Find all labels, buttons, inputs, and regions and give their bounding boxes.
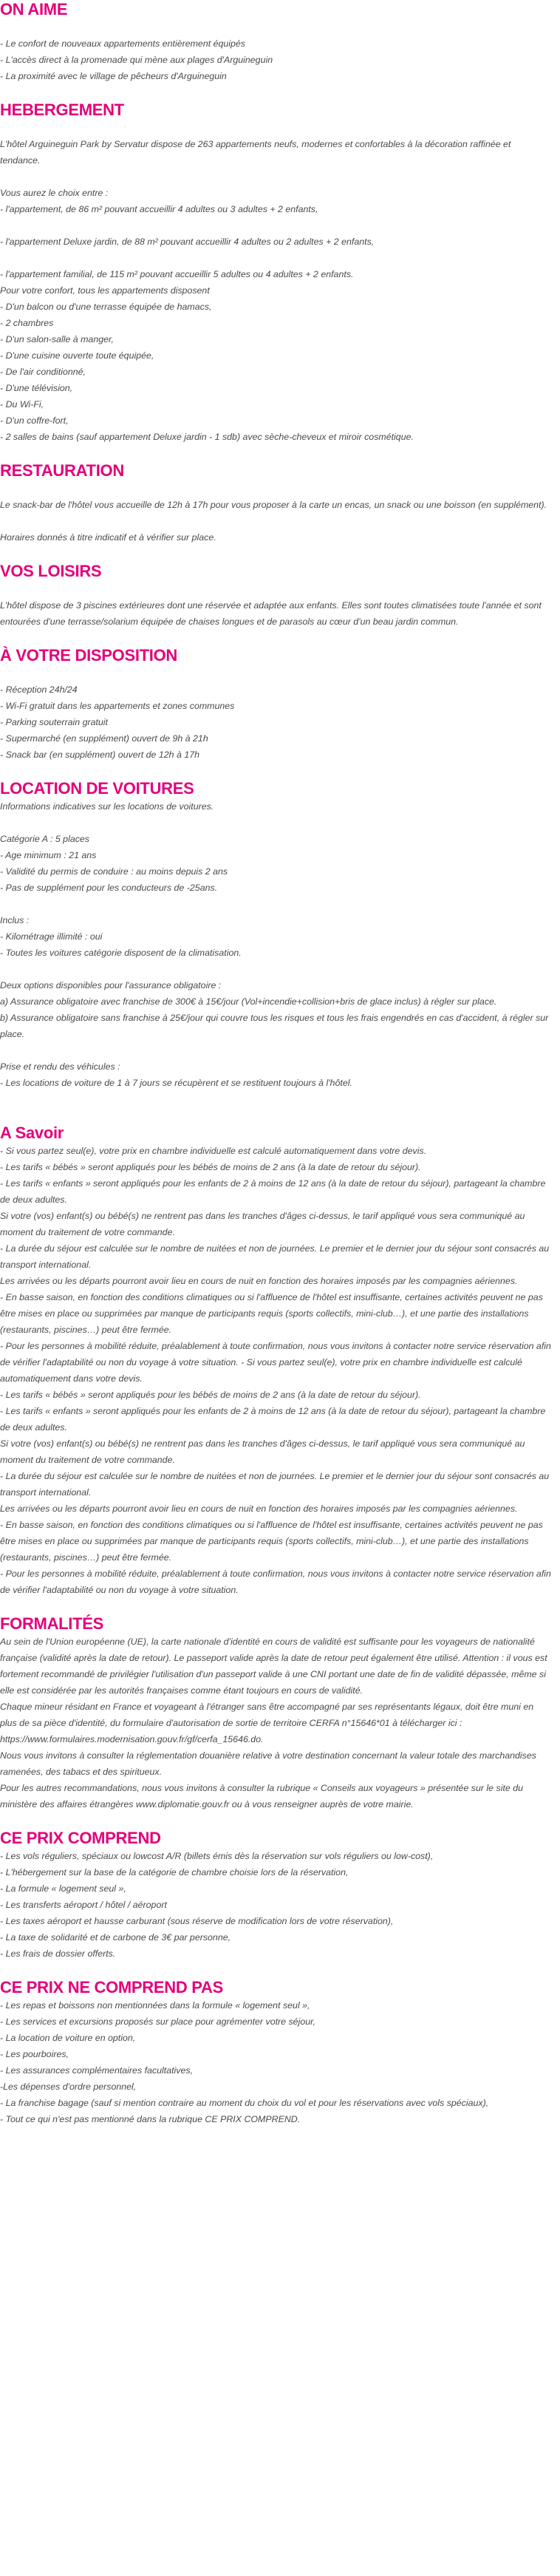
text-line: Catégorie A : 5 places xyxy=(0,834,89,844)
text-line: - Les tarifs « bébés » seront appliqués pour les bébés de moins de 2 ans (à la date de retour du séjour). xyxy=(0,1162,421,1172)
text-line: -Les dépenses d'ordre personnel, xyxy=(0,2081,137,2092)
text-line: - Les tarifs « bébés » seront appliqués pour les bébés de moins de 2 ans (à la date de retour du séjour). xyxy=(0,1390,421,1400)
text-line: - Supermarché (en supplément) ouvert de 9h à 21h xyxy=(0,733,208,744)
text-line: - En basse saison, en fonction des conditions climatiques ou si l'affluence de l'hôtel est insuffisante, certaines activités peuvent ne pas être mises en place ou supprimées par manque de participants requis (sports collectifs, mini-club…), et une partie des installations (restaurants, piscines…) peut être fermée. xyxy=(0,1292,543,1335)
text-line: https://www.formulaires.modernisation.gouv.fr/gf/cerfa_15646.do. xyxy=(0,1734,264,1744)
text-line: Les arrivées ou les départs pourront avoir lieu en cours de nuit en fonction des horaires imposés par les compagnies aériennes. xyxy=(0,1276,518,1286)
section-title: VOS LOISIRS xyxy=(0,562,102,580)
text-line: - l'appartement familial, de 115 m² pouvant accueillir 5 adultes ou 4 adultes + 2 enfants. xyxy=(0,269,354,279)
text-line: - La proximité avec le village de pêcheurs d'Arguineguin xyxy=(0,71,227,81)
text-line: - Validité du permis de conduire : au moins depuis 2 ans xyxy=(0,866,228,877)
section-formalit-s xyxy=(0,1614,551,1829)
text-line: - D'une télévision, xyxy=(0,383,73,393)
text-line: - Si vous partez seul(e), votre prix en chambre individuelle est calculé automatiquement dans votre devis. xyxy=(0,1146,427,1156)
section-title: ON AIME xyxy=(0,0,68,18)
text-line: - 2 chambres xyxy=(0,318,54,328)
text-line: Deux options disponibles pour l'assurance obligatoire : xyxy=(0,980,222,990)
text-line: - Age minimum : 21 ans xyxy=(0,850,97,860)
text-line: Vous aurez le choix entre : xyxy=(0,188,109,198)
text-line: Informations indicatives sur les locations de voitures. xyxy=(0,801,214,812)
text-line: b) Assurance obligatoire sans franchise à 25€/jour qui couvre tous les risques et tous les frais engendrés en cas d'accident, à régler sur place. xyxy=(0,1013,549,1039)
text-line: - Du Wi-Fi, xyxy=(0,399,44,409)
text-line: - Toutes les voitures catégorie disposent de la climatisation. xyxy=(0,948,242,958)
text-line: Inclus : xyxy=(0,915,30,925)
section-title: FORMALITÉS xyxy=(0,1614,103,1633)
text-line: - Réception 24h/24 xyxy=(0,684,78,695)
text-line: - La formule « logement seul », xyxy=(0,1883,126,1894)
blank-line xyxy=(0,513,551,529)
section-location-de-voitures xyxy=(0,779,551,1124)
section-body xyxy=(0,1634,551,1829)
text-line: L'hôtel dispose de 3 piscines extérieures dont une réservée et adaptée aux enfants. Elles sont toutes climatisées toute l'année et sont entourées d'une terrasse/solarium équipée de chaises longues et de parasols au cœur d'un beau jardin commun. xyxy=(0,600,542,627)
text-line: - Les tarifs « enfants » seront appliqués pour les enfants de 2 à moins de 12 ans (à la date de retour du séjour), partageant la chambre de deux adultes. xyxy=(0,1178,546,1205)
text-line: - La franchise bagage (sauf si mention contraire au moment du choix du vol et pour les réservations avec vols spéciaux), xyxy=(0,2098,489,2108)
section-on-aime xyxy=(0,0,551,101)
text-line: - D'un coffre-fort, xyxy=(0,415,69,426)
text-line: Chaque mineur résidant en France et voyageant à l'étranger sans être accompagné par ses représentants légaux, doit être muni en plus de sa pièce d'identité, du formulaire d'autorisation de sortie de territoire CERFA n°15646*01 à télécharger ici : xyxy=(0,1702,534,1728)
text-line: - 2 salles de bains (sauf appartement Deluxe jardin - 1 sdb) avec sèche-cheveux et miroir cosmétique. xyxy=(0,432,414,442)
section-body xyxy=(0,1997,551,2127)
blank-line xyxy=(0,217,551,234)
blank-line xyxy=(0,630,551,646)
text-line: - D'un balcon ou d'une terrasse équipée de hamacs, xyxy=(0,302,212,312)
text-line: - Wi-Fi gratuit dans les appartements et zones communes xyxy=(0,701,235,711)
blank-line xyxy=(0,961,551,977)
blank-line xyxy=(0,665,551,682)
text-line: - Les taxes aéroport et hausse carburant (sous réserve de modification lors de votre réservation), xyxy=(0,1916,394,1926)
text-line: - Pas de supplément pour les conducteurs de -25ans. xyxy=(0,883,218,893)
blank-line xyxy=(0,581,551,597)
section-body xyxy=(0,480,551,562)
section-vos-loisirs xyxy=(0,562,551,646)
section-body xyxy=(0,665,551,779)
section-title: CE PRIX NE COMPREND PAS xyxy=(0,1978,223,1996)
section-title: A Savoir xyxy=(0,1124,64,1142)
section-restauration xyxy=(0,461,551,562)
text-line: - Tout ce qui n'est pas mentionné dans la rubrique CE PRIX COMPREND. xyxy=(0,2114,301,2124)
text-line: Le snack-bar de l'hôtel vous accueille de 12h à 17h pour vous proposer à la carte un encas, un snack ou une boisson (en supplément). xyxy=(0,500,547,510)
section-body xyxy=(0,798,551,1124)
section-ce-prix-comprend xyxy=(0,1829,551,1978)
text-line: Pour les autres recommandations, nous vous invitons à consulter la rubrique « Conseils aux voyageurs » présentée sur le site du ministère des affaires étrangères www.diplomatie.gouv.fr ou à vous renseigner auprès de votre mairie. xyxy=(0,1783,524,1809)
text-line: - l'appartement Deluxe jardin, de 88 m² pouvant accueillir 4 adultes ou 2 adultes + 2 enfants, xyxy=(0,237,375,247)
text-line: - D'une cuisine ouverte toute équipée, xyxy=(0,350,154,361)
blank-line xyxy=(0,120,551,136)
text-line: - Pour les personnes à mobilité réduite, préalablement à toute confirmation, nous vous invitons à contacter notre service réservation afin de vérifier l'adaptabilité ou non du voyage à votre situation. xyxy=(0,1569,551,1595)
text-line: - La taxe de solidarité et de carbone de 3€ par personne, xyxy=(0,1932,231,1943)
text-line: - Les repas et boissons non mentionnées dans la formule « logement seul », xyxy=(0,2000,310,2011)
text-line: - D'un salon-salle à manger, xyxy=(0,334,114,344)
text-line: Nous vous invitons à consulter la réglementation douanière relative à votre destination concernant la valeur totale des marchandises ramenées, des tabacs et des spiritueux. xyxy=(0,1750,536,1777)
blank-line xyxy=(0,480,551,497)
text-line: - Kilométrage illimité : oui xyxy=(0,931,103,942)
text-line: Les arrivées ou les départs pourront avoir lieu en cours de nuit en fonction des horaires imposés par les compagnies aériennes. xyxy=(0,1503,518,1514)
section-title: CE PRIX COMPREND xyxy=(0,1829,161,1847)
text-line: a) Assurance obligatoire avec franchise de 300€ à 15€/jour (Vol+incendie+collision+bris de glace inclus) à régler sur place. xyxy=(0,996,497,1007)
text-line: - Les vols réguliers, spéciaux ou lowcost A/R (billets émis dès la réservation sur vols réguliers ou low-cost), xyxy=(0,1851,434,1861)
blank-line xyxy=(0,445,551,461)
text-line: - Parking souterrain gratuit xyxy=(0,717,109,727)
blank-line xyxy=(0,250,551,266)
text-line: Horaires donnés à titre indicatif et à vérifier sur place. xyxy=(0,532,216,543)
text-line: - La durée du séjour est calculée sur le nombre de nuitées et non de journées. Le premier et le dernier jour du séjour sont consacrés au transport international. xyxy=(0,1243,550,1270)
text-line: - En basse saison, en fonction des conditions climatiques ou si l'affluence de l'hôtel est insuffisante, certaines activités peuvent ne pas être mises en place ou supprimées par manque de participants requis (sports collectifs, mini-club…), et une partie des installations (restaurants, piscines…) peut être fermée. xyxy=(0,1520,543,1563)
text-line: Prise et rendu des véhicules : xyxy=(0,1061,120,1072)
blank-line xyxy=(0,1042,551,1058)
blank-line xyxy=(0,1107,551,1124)
text-line: - Snack bar (en supplément) ouvert de 12h à 17h xyxy=(0,750,200,760)
blank-line xyxy=(0,815,551,831)
text-line: - Les frais de dossier offerts. xyxy=(0,1948,116,1959)
section-title: RESTAURATION xyxy=(0,461,124,480)
blank-line xyxy=(0,1962,551,1978)
blank-line xyxy=(0,763,551,779)
text-line: - La location de voiture en option, xyxy=(0,2033,136,2043)
section-a-savoir xyxy=(0,1124,551,1614)
section-title: LOCATION DE VOITURES xyxy=(0,779,194,798)
section-body xyxy=(0,1143,551,1614)
section-votre-disposition xyxy=(0,646,551,779)
text-line: - Le confort de nouveaux appartements entièrement équipés xyxy=(0,38,246,49)
blank-line xyxy=(0,169,551,185)
section-title: À VOTRE DISPOSITION xyxy=(0,646,177,665)
text-line: - Pour les personnes à mobilité réduite, préalablement à toute confirmation, nous vous invitons à contacter notre service réservation afin de vérifier l'adaptabilité ou non du voyage à votre situation. - Si vous partez seul(e), votre prix en chambre individuelle est calculé automatiquement dans votre devis. xyxy=(0,1341,551,1384)
text-line: - Les transferts aéroport / hôtel / aéroport xyxy=(0,1900,167,1910)
section-body xyxy=(0,581,551,646)
blank-line xyxy=(0,19,551,35)
text-line: - Les locations de voiture de 1 à 7 jours se récupèrent et se restituent toujours à l'hôtel. xyxy=(0,1078,352,1088)
text-line: - La durée du séjour est calculée sur le nombre de nuitées et non de journées. Le premier et le dernier jour du séjour sont consacrés au transport international. xyxy=(0,1471,550,1498)
blank-line xyxy=(0,1091,551,1107)
section-hebergement xyxy=(0,101,551,461)
section-title: HEBERGEMENT xyxy=(0,101,124,119)
blank-line xyxy=(0,546,551,562)
section-ce-prix-ne-comprend-pas xyxy=(0,1978,551,2127)
blank-line xyxy=(0,1598,551,1614)
text-line: - L'hébergement sur la base de la catégorie de chambre choisie lors de la réservation, xyxy=(0,1867,349,1877)
section-body xyxy=(0,1848,551,1978)
text-line: - l'appartement, de 86 m² pouvant accueillir 4 adultes ou 3 adultes + 2 enfants, xyxy=(0,204,318,214)
text-line: Si votre (vos) enfant(s) ou bébé(s) ne rentrent pas dans les tranches d'âges ci-dessus, le tarif appliqué vous sera communiqué au moment du traitement de votre commande. xyxy=(0,1438,525,1465)
blank-line xyxy=(0,84,551,101)
text-line: Au sein de l'Union européenne (UE), la carte nationale d'identité en cours de validité est suffisante pour les voyageurs de nationalité française (validité après la date de retour). Le passeport valide après la date de retour peut également être utilisé. Attention : il vous est fortement recommandé de privilégier l'utilisation d'un passeport valide à une CNI portant une date de fin de validité dépassée, même si elle est considérée par les autorités françaises comme étant toujours en cours de validité. xyxy=(0,1637,547,1696)
text-line: - Les assurances complémentaires facultatives, xyxy=(0,2065,194,2076)
section-body xyxy=(0,19,551,101)
text-line: - Les tarifs « enfants » seront appliqués pour les enfants de 2 à moins de 12 ans (à la date de retour du séjour), partageant la chambre de deux adultes. xyxy=(0,1406,546,1433)
text-line: Si votre (vos) enfant(s) ou bébé(s) ne rentrent pas dans les tranches d'âges ci-dessus, le tarif appliqué vous sera communiqué au moment du traitement de votre commande. xyxy=(0,1211,525,1237)
blank-line xyxy=(0,1812,551,1829)
text-line: Pour votre confort, tous les appartements disposent xyxy=(0,285,210,296)
text-line: - Les services et excursions proposés sur place pour agrémenter votre séjour, xyxy=(0,2016,315,2027)
text-line: L'hôtel Arguineguin Park by Servatur dispose de 263 appartements neufs, modernes et confortables à la décoration raffinée et tendance. xyxy=(0,139,511,166)
text-line: - L'accès direct à la promenade qui mène aux plages d'Arguineguin xyxy=(0,55,273,65)
section-body xyxy=(0,120,551,461)
blank-line xyxy=(0,896,551,912)
text-line: - Les pourboires, xyxy=(0,2049,69,2059)
text-line: - De l'air conditionné, xyxy=(0,367,86,377)
